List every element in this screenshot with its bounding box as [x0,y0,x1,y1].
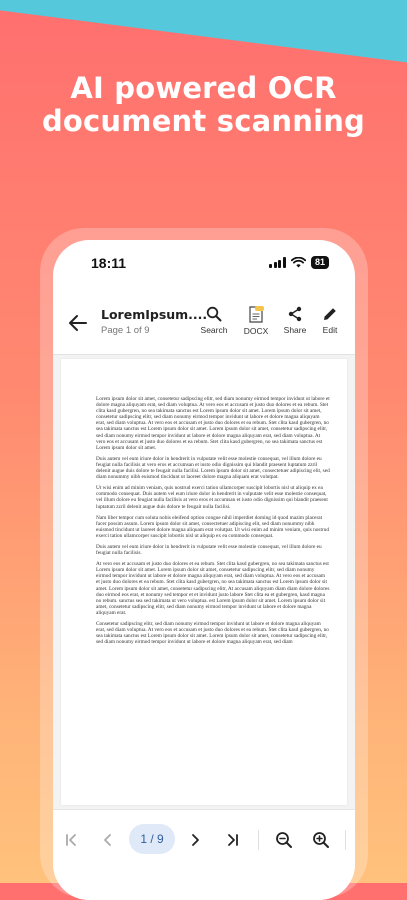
status-time: 18:11 [91,255,127,271]
cellular-signal-icon [269,257,286,268]
search-label: Search [200,325,228,335]
document-page [61,359,347,805]
battery-icon: 81 [311,256,329,269]
next-page-icon[interactable] [185,830,205,850]
edit-button[interactable] [313,306,347,335]
edit-label: Edit [322,325,338,335]
pencil-icon [322,306,338,322]
paragraph: Ut wisi enim ad minim veniam, quis nostrud exerci tation ullamcorper suscipit lobortis nisl ut aliquip ex ea commodo consequat. Duis autem vel eum iriure dolor in hendrerit in vulputate velit esse molestie consequat, vel illum dolore eu feugiat nulla facilisis at vero eros et accumsan et iusto odio dignissim qui blandit praesent luptatum zzril delenit augue duis dolore te feugait nulla facilisi. [96,485,328,510]
paragraph: Nam liber tempor cum soluta nobis eleifend option congue nihil imperdiet doming id quod mazim placerat facer possim assum. Lorem ipsum dolor sit amet, consectetuer adipiscing elit, sed diam nonummy nibh euismod tincidunt ut laoreet dolore magna aliquam erat volutpat. Ut wisi enim ad minim veniam, quis nostrud exerci tation ullamcorper suscipit lobortis nisl ut aliquip ex ea commodo consequat. [96,514,330,539]
paragraph: At vero eos et accusam et justo duo dolores et ea rebum. Stet clita kasd gubergren, no sea takimata sanctus est Lorem ipsum dolor sit amet. Lorem ipsum dolor sit amet, consetetur sadipscing elitr, sed diam nonumy eirmod tempor invidunt ut labore et dolore magna aliquyam erat, sed diam voluptua. At vero eos et accusam et justo duo dolores et ea rebum. Stet clita kasd gubergren, no sea takimata sanctus est Lorem ipsum dolor sit amet. Lorem ipsum dolor sit amet, consetetur sadipscing elitr, At accusam aliquyam diam diam dolore dolores duo eirmod eos erat, et nonumy sed tempor et et invidunt justo labore Stet clita ea et gubergren, kasd magna no rebum. sanctus sea sed takimata ut vero voluptua. est Lorem ipsum dolor sit amet. Lorem ipsum dolor sit amet, consetetur sadipscing elitr, sed diam nonumy eirmod tempor invidunt ut labore et dolore magna aliquyam erat. [96,561,330,616]
search-icon [206,306,222,322]
document-viewer[interactable] [53,354,355,810]
status-bar [53,240,355,286]
nav-divider [258,830,259,850]
first-page-icon[interactable] [61,830,81,850]
last-page-icon[interactable] [223,830,243,850]
back-arrow-icon[interactable] [67,312,89,334]
headline-line-2: document scanning [41,104,366,138]
phone-screen [53,240,355,900]
paragraph: Consetetur sadipscing elitr, sed diam nonumy eirmod tempor invidunt ut labore et dolore magna aliquyam erat, sed diam voluptua. At vero eos et accusam et justo duo dolores et ea rebum. Stet clita kasd gubergren, no sea takimata sanctus est Lorem ipsum dolor sit amet. Lorem ipsum dolor sit amet, consetetur sadipscing elitr, sed diam nonumy eirmod tempor invidunt ut labore et dolore magna aliquyam erat, sed diam [96,621,329,646]
search-button[interactable] [197,306,231,335]
docx-file-icon [248,306,264,323]
paragraph: Duis autem vel eum iriure dolor in hendrerit in vulputate velit esse molestie consequat, vel illum dolore eu feugiat nulla facilisis. [96,543,322,557]
docx-label: DOCX [243,326,269,336]
paragraph: Lorem ipsum dolor sit amet, consetetur sadipscing elitr, sed diam nonumy eirmod tempor invidunt ut labore et dolore magna aliquyam erat, sed diam voluptua. At vero eos et accusam et justo duo dolores et ea rebum. Stet clita kasd gubergren, no sea takimata sanctus est Lorem ipsum dolor sit amet. Lorem ipsum dolor sit amet, consetetur sadipscing elitr, sed diam nonumy eirmod tempor invidunt ut labore et dolore magna aliquyam erat, sed diam voluptua. At vero eos et accusam et justo duo dolores et ea rebum. Stet clita kasd gubergren, no sea takimata sanctus est Lorem ipsum dolor sit amet. Lorem ipsum dolor sit amet, consetetur sadipscing elitr, sed diam nonumy eirmod tempor invidunt ut labore et dolore magna aliquyam erat, sed diam voluptua. At vero eos et accusam et justo duo dolores et ea rebum. Stet clita kasd gubergren, no sea takimata sanctus est Lorem ipsum dolor sit amet. [96,396,330,451]
document-toolbar [53,296,355,352]
paragraph: Duis autem vel eum iriure dolor in hendrerit in vulputate velit esse molestie consequat, vel illum dolore eu feugiat nulla facilisis at vero eros et accumsan et iusto odio dignissim qui blandit praesent luptatum zzril delenit augue duis dolore te feugait nulla facilisi. Lorem ipsum dolor sit amet, consectetuer adipiscing elit, sed diam nonummy nibh euismod tincidunt ut laoreet dolore magna aliquam erat volutpat. [96,455,330,481]
docx-button[interactable] [239,306,273,336]
page-indicator[interactable]: 1 / 9 [129,824,175,854]
document-title: LoremIpsum.... [101,307,208,322]
share-button[interactable] [278,306,312,335]
headline-line-1: AI powered OCR [70,71,337,105]
share-icon [287,306,303,322]
share-label: Share [283,325,307,335]
page-info: Page 1 of 9 [101,325,150,336]
zoom-out-icon[interactable] [274,830,294,850]
status-icons [269,256,329,269]
promo-headline [0,72,407,138]
wifi-icon [291,257,306,268]
previous-page-icon[interactable] [98,830,118,850]
page-text [96,396,330,650]
page-navigation-bar [53,809,355,900]
nav-divider [345,830,346,850]
zoom-in-icon[interactable] [311,830,331,850]
